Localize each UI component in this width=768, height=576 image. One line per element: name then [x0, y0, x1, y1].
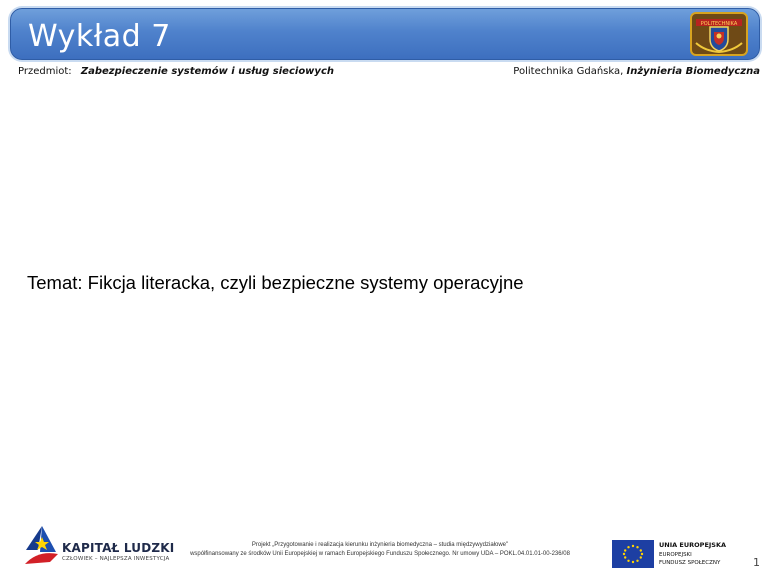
subject-line: [18, 66, 334, 77]
page-number: 1: [753, 556, 760, 569]
svg-text:POLITECHNIKA: POLITECHNIKA: [700, 21, 738, 27]
university-crest-icon: [690, 12, 748, 56]
project-info: [170, 541, 590, 559]
organization-line: [513, 66, 760, 77]
eu-fund-line-2: FUNDUSZ SPOŁECZNY: [659, 560, 721, 566]
kl-subtitle: CZŁOWIEK – NAJLEPSZA INWESTYCJA: [62, 556, 170, 562]
topic-text: Temat: Fikcja literacka, czyli bezpieczne systemy operacyjne: [27, 272, 524, 293]
org-name: Politechnika Gdańska,: [513, 66, 624, 77]
eu-title: UNIA EUROPEJSKA: [659, 541, 727, 549]
lecture-title: Wykład 7: [28, 19, 171, 54]
kl-title: KAPITAŁ LUDZKI: [62, 541, 175, 555]
eu-fund-line-1: EUROPEJSKI: [659, 552, 692, 558]
project-line-1: Projekt „Przygotowanie i realizacja kierunku inżynieria biomedyczna – studia międzywydziałowe": [251, 542, 509, 548]
eu-flag-icon: [612, 540, 654, 568]
kapital-ludzki-logo: [22, 524, 62, 570]
subject-label: Przedmiot:: [18, 66, 72, 77]
subject-value: Zabezpieczenie systemów i usług sieciowych: [80, 66, 334, 77]
eu-fund: [659, 551, 720, 567]
project-line-2: współfinansowany ze środków Unii Europejskiej w ramach Europejskiego Funduszu Społecznego. Nr umowy UDA – POKL.04.01.01-00-236/08: [190, 551, 570, 557]
org-faculty: Inżynieria Biomedyczna: [626, 66, 760, 77]
